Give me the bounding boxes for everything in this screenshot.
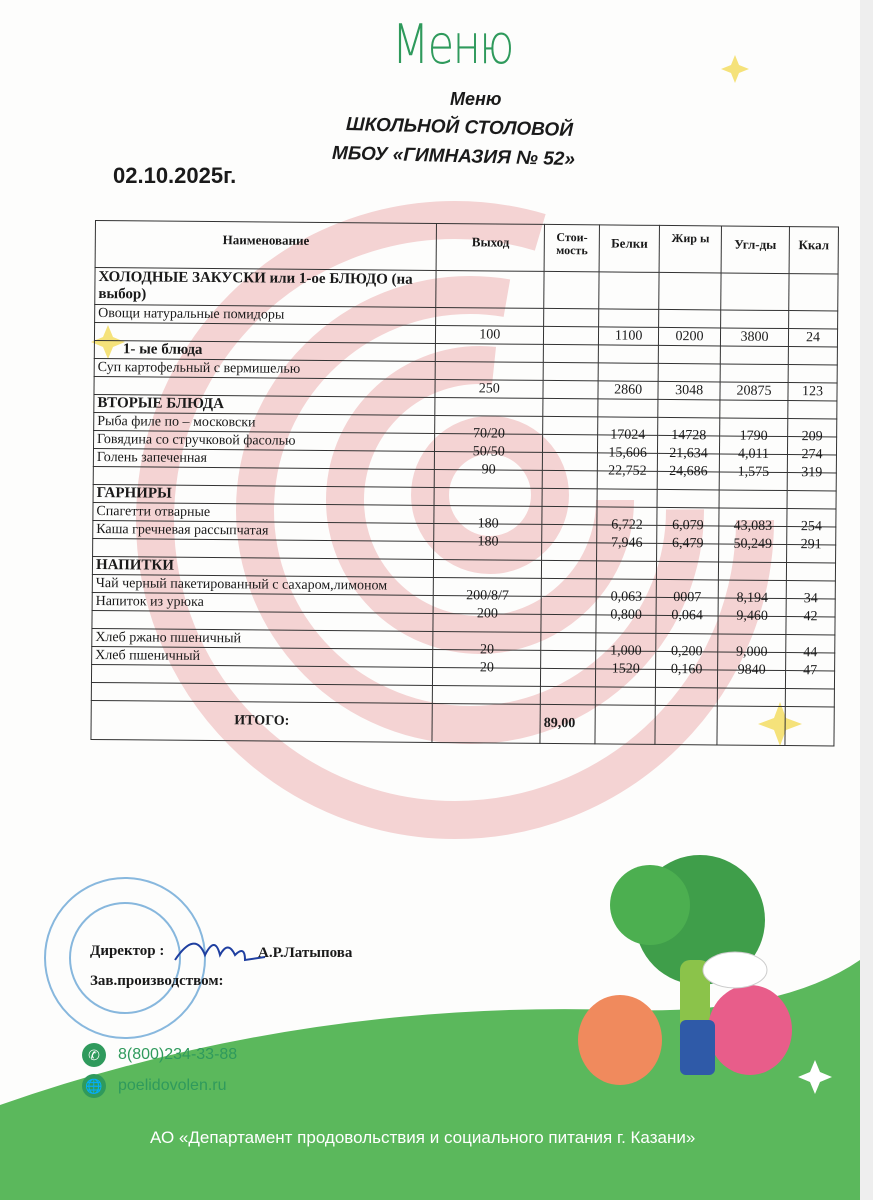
fat: 3048 (675, 382, 704, 398)
protein-cell (598, 399, 658, 418)
protein-cell (597, 489, 657, 508)
carbs-cell (720, 346, 788, 365)
fat: 0007 (673, 589, 702, 605)
carbs-cell (720, 400, 788, 419)
carbs: 20875 (736, 383, 772, 399)
cost-cell (542, 524, 597, 542)
phone-contact[interactable] (82, 1043, 237, 1067)
total-empty-cell (655, 705, 717, 745)
output: 50/50 (472, 443, 505, 460)
output-cell (435, 415, 543, 442)
kcal-cell (789, 311, 838, 329)
protein: 15,606 (608, 444, 647, 461)
cost-cell (541, 632, 596, 650)
fat-cell (659, 309, 721, 328)
dish-name: ГАРНИРЫ (96, 485, 172, 502)
protein-cell (597, 507, 657, 533)
fat: 6,079 (672, 517, 704, 533)
menu-title: Меню (450, 89, 502, 109)
fat-cell (658, 345, 720, 364)
kcal-cell (788, 329, 837, 347)
output-cell (434, 505, 542, 532)
output: 90 (481, 461, 496, 478)
cost-cell (543, 416, 598, 434)
dish-name: Каша гречневая рассыпчатая (96, 521, 269, 539)
carbs-cell (720, 364, 788, 383)
protein: 1,000 (610, 643, 642, 659)
protein-cell (599, 309, 659, 328)
output: 20 (479, 641, 495, 657)
kcal-cell (788, 347, 837, 365)
kcal: 42 (803, 608, 818, 624)
output-cell (434, 487, 542, 506)
carbs-cell (718, 634, 786, 660)
dish-name: Суп картофельный с вермишелью (97, 359, 301, 377)
phone-number: 8(800)234-33-88 (118, 1046, 238, 1063)
fat-cell (658, 417, 720, 443)
protein: 2860 (614, 382, 643, 398)
kcal: 34 (803, 590, 818, 606)
protein: 1100 (614, 328, 643, 344)
website-link[interactable] (82, 1074, 227, 1098)
total-output (432, 703, 540, 743)
carbs-cell (718, 562, 786, 581)
page-edge (860, 0, 873, 1200)
carbs: 43,083 (733, 518, 773, 534)
output-cell (436, 270, 544, 308)
output-cell (436, 343, 544, 362)
fat: 0200 (675, 328, 704, 344)
total-empty-cell (785, 707, 834, 746)
kcal: 254 (800, 518, 822, 534)
dish-name-cell (92, 556, 434, 577)
dish-name: 1- ые блюда (122, 341, 203, 358)
fat: 24,686 (669, 463, 708, 479)
fat: 14728 (671, 427, 707, 443)
fat-cell (659, 327, 721, 346)
kcal: 123 (801, 383, 824, 399)
carbs-cell (720, 382, 788, 401)
protein-cell (599, 327, 659, 346)
carbs-cell (720, 418, 788, 444)
output-cell (435, 397, 543, 416)
protein: 22,752 (608, 462, 647, 479)
cost-cell (540, 686, 595, 704)
total-empty-cell (717, 706, 785, 746)
fat-cell (658, 399, 720, 418)
protein-cell (599, 272, 659, 310)
total-empty-cell (595, 705, 655, 745)
footer-organization: АО «Департамент продовольствия и социального питания г. Казани» (150, 1128, 696, 1147)
carbs-cell (719, 508, 787, 534)
kcal-cell (788, 419, 837, 444)
dish-name-cell (95, 268, 437, 308)
cost-cell (541, 578, 596, 596)
cost-cell (543, 362, 598, 380)
menu-logo: Меню (392, 13, 513, 76)
protein: 0,063 (610, 589, 643, 605)
cost-cell (543, 452, 598, 470)
carbs: 9,000 (735, 644, 768, 660)
cost-cell (544, 308, 599, 326)
signature (175, 944, 265, 960)
protein-cell (596, 579, 656, 605)
output-cell (435, 361, 543, 380)
canteen-title: ШКОЛЬНОЙ СТОЛОВОЙ (345, 114, 574, 141)
cost-cell (543, 398, 598, 416)
kcal-cell (788, 365, 837, 383)
cost-cell (544, 271, 599, 308)
cost-cell (541, 614, 596, 632)
website-url: poelidovolen.ru (118, 1077, 227, 1094)
cost-cell (541, 596, 596, 614)
output: 180 (477, 515, 499, 532)
output-cell (434, 559, 542, 578)
output-cell (436, 325, 544, 344)
dish-name: НАПИТКИ (95, 557, 175, 574)
cost-cell (541, 650, 596, 668)
fat: 0,160 (670, 661, 703, 677)
output-cell (433, 685, 541, 704)
protein-cell (598, 417, 658, 443)
carbs-cell (719, 490, 787, 509)
protein-cell (596, 633, 656, 659)
total-label: ИТОГО: (91, 700, 433, 742)
cost-cell (542, 506, 597, 524)
fat-cell (656, 561, 718, 580)
table-header-row (95, 221, 838, 274)
dish-name: Спагетти отварные (96, 503, 211, 520)
dish-name: Голень запеченная (96, 449, 208, 466)
output: 250 (478, 380, 500, 397)
cost-cell (542, 470, 597, 488)
total-row (91, 700, 834, 745)
fat-cell (658, 363, 720, 382)
carbs: 3800 (740, 329, 769, 345)
fat-cell (655, 687, 717, 706)
dish-name: ВТОРЫЕ БЛЮДА (97, 395, 225, 413)
kcal: 274 (801, 446, 823, 462)
kcal: 44 (803, 644, 818, 660)
column-header-kcal: Ккал (789, 227, 838, 274)
carbs-cell (721, 273, 789, 311)
kcal-cell (787, 509, 836, 534)
kcal: 319 (801, 464, 823, 480)
output: 100 (479, 326, 501, 343)
menu-table (90, 220, 839, 746)
cost-cell (542, 488, 597, 506)
mascot-characters (578, 855, 792, 1085)
carbs: 9840 (737, 662, 766, 678)
output: 180 (477, 533, 499, 550)
column-header-protein: Белки (599, 225, 659, 273)
dish-name: Чай черный пакетированный с сахаром,лимоном (95, 575, 388, 594)
protein: 0,800 (610, 607, 643, 623)
kcal-cell (788, 401, 837, 419)
cost-cell (543, 380, 598, 398)
column-header-name: Наименование (95, 221, 437, 271)
kcal: 209 (801, 428, 823, 444)
column-header-output: Выход (436, 223, 544, 271)
output-cell (436, 307, 544, 326)
fat: 0,200 (671, 643, 703, 659)
globe-icon: 🌐 (82, 1074, 106, 1098)
kcal-cell (786, 563, 835, 581)
output: 70/20 (472, 425, 505, 442)
kcal-cell (789, 274, 838, 311)
fat: 0,064 (671, 607, 703, 623)
fat-cell (657, 507, 719, 533)
protein-cell (598, 345, 658, 364)
school-title: МБОУ «ГИМНАЗИЯ № 52» (331, 142, 576, 171)
fat-cell (656, 579, 718, 605)
total-cost: 89,00 (540, 704, 595, 743)
dish-name: Напиток из урюка (95, 593, 204, 610)
dish-name: Хлеб ржано пшеничный (95, 629, 242, 646)
carbs-cell (720, 328, 788, 347)
carbs: 1,575 (737, 464, 770, 480)
output-cell (433, 631, 541, 657)
dish-name-cell (93, 484, 435, 505)
carbs: 50,249 (733, 536, 773, 552)
protein: 6,722 (611, 517, 643, 533)
cost-cell (541, 668, 596, 686)
column-header-carbs: Угл-ды (721, 226, 789, 274)
output-cell (434, 577, 542, 604)
carbs-cell (718, 580, 786, 606)
cost-cell (543, 434, 598, 452)
fat-cell (658, 381, 720, 400)
director-label: Директор : (90, 943, 165, 959)
dish-name-cell (94, 394, 436, 415)
kcal-cell (788, 383, 837, 401)
menu-date: 02.10.2025г. (113, 163, 237, 188)
protein: 7,946 (611, 535, 643, 551)
fat-cell (656, 633, 718, 659)
cost-cell (544, 326, 599, 344)
fat: 6,479 (671, 535, 704, 551)
dish-name: ХОЛОДНЫЕ ЗАКУСКИ или 1-ое БЛЮДО (на выбор) (98, 269, 413, 303)
protein-cell (598, 381, 658, 400)
kcal-cell (786, 581, 835, 606)
kcal: 47 (803, 662, 818, 678)
carbs: 8,194 (736, 590, 769, 606)
protein-cell (595, 687, 655, 706)
kcal-cell (786, 635, 835, 660)
dish-name-cell (94, 340, 436, 361)
dish-name: Овощи натуральные помидоры (98, 305, 285, 323)
carbs-cell (717, 688, 785, 707)
kcal: 291 (800, 536, 822, 552)
kcal-cell (785, 689, 834, 707)
output: 20 (479, 659, 494, 675)
dish-name: Хлеб пшеничный (95, 647, 201, 664)
protein-cell (597, 561, 657, 580)
cost-cell (542, 560, 597, 578)
output-cell (435, 379, 543, 398)
dish-name: Рыба филе по – московски (97, 413, 256, 430)
column-header-fat: Жир ы (659, 225, 721, 273)
phone-icon: ✆ (82, 1043, 106, 1067)
protein-cell (598, 363, 658, 382)
section-row (95, 268, 838, 311)
kcal: 24 (805, 329, 821, 345)
dish-name: Говядина со стручковой фасолью (97, 431, 296, 449)
director-name: А.Р.Латыпова (258, 945, 353, 961)
fat: 21,634 (669, 445, 708, 461)
carbs: 4,011 (737, 446, 770, 462)
production-manager-label: Зав.производством: (90, 973, 224, 989)
cost-cell (542, 542, 597, 560)
fat-cell (659, 272, 721, 310)
carbs: 1790 (739, 428, 768, 444)
fat-cell (657, 489, 719, 508)
kcal-cell (787, 491, 836, 509)
cost-cell (543, 344, 598, 362)
carbs: 9,460 (736, 608, 768, 624)
carbs-cell (721, 310, 789, 329)
output: 200/8/7 (466, 587, 509, 604)
column-header-cost: Стои-мость (544, 224, 599, 271)
protein: 17024 (610, 427, 646, 443)
protein: 1520 (611, 661, 640, 677)
output: 200 (476, 605, 498, 622)
